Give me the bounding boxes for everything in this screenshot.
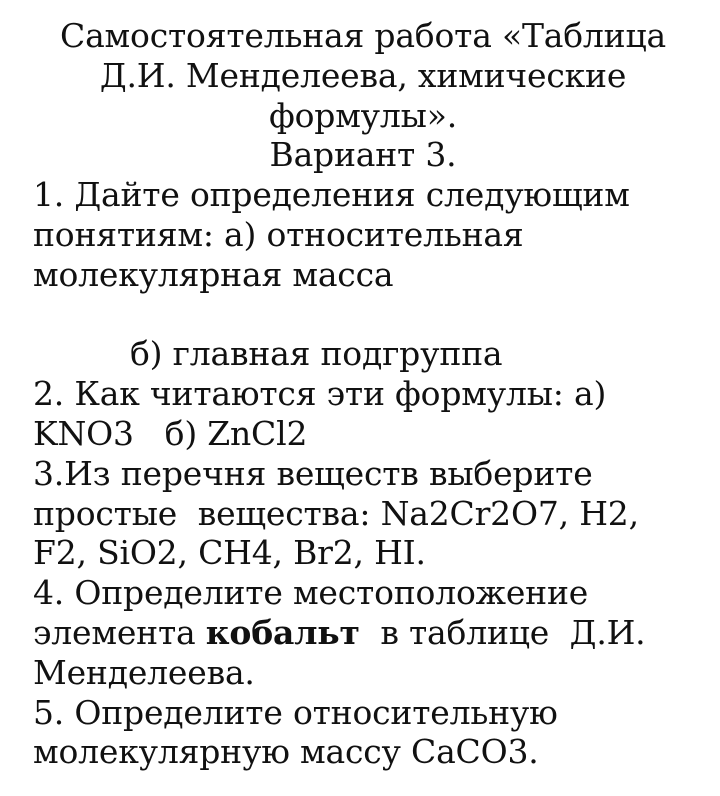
worksheet-header: [33, 16, 693, 175]
task-2-text: [33, 374, 693, 454]
task-5-text: 5. Определите относительную молекулярную массу CaCO3.: [33, 692, 558, 772]
task-1-part-b: б) главная подгруппа: [130, 334, 503, 374]
title-line-2: Д.И. Менделеева, химические: [99, 55, 627, 95]
task-4-text: [33, 573, 693, 692]
worksheet: [33, 16, 693, 772]
title-line-1: Самостоятельная работа «Таблица: [60, 16, 666, 55]
answer-gap: [33, 295, 693, 335]
element-name-bold: кобальт: [205, 612, 360, 652]
task-3-content: 3.Из перечня веществ выберите простые вещества: Na2Cr2O7, H2, F2, SiO2, CH4, Br2, HI.: [33, 453, 650, 573]
title-line-3: формулы».: [268, 95, 457, 135]
task-4-after: в таблице Д.И. Менделеева.: [33, 612, 656, 692]
task-3-text: [33, 454, 693, 573]
task-4-before: 4. Определите местоположение элемента: [33, 573, 599, 652]
variant-label: Вариант 3.: [269, 135, 457, 175]
task-2-content: 2. Как читаются эти формулы: а) KNO3 б) ZnCl2: [33, 374, 617, 453]
task-1-text: 1. Дайте определения следующим понятиям: а) относительная молекулярная масса: [33, 175, 630, 294]
